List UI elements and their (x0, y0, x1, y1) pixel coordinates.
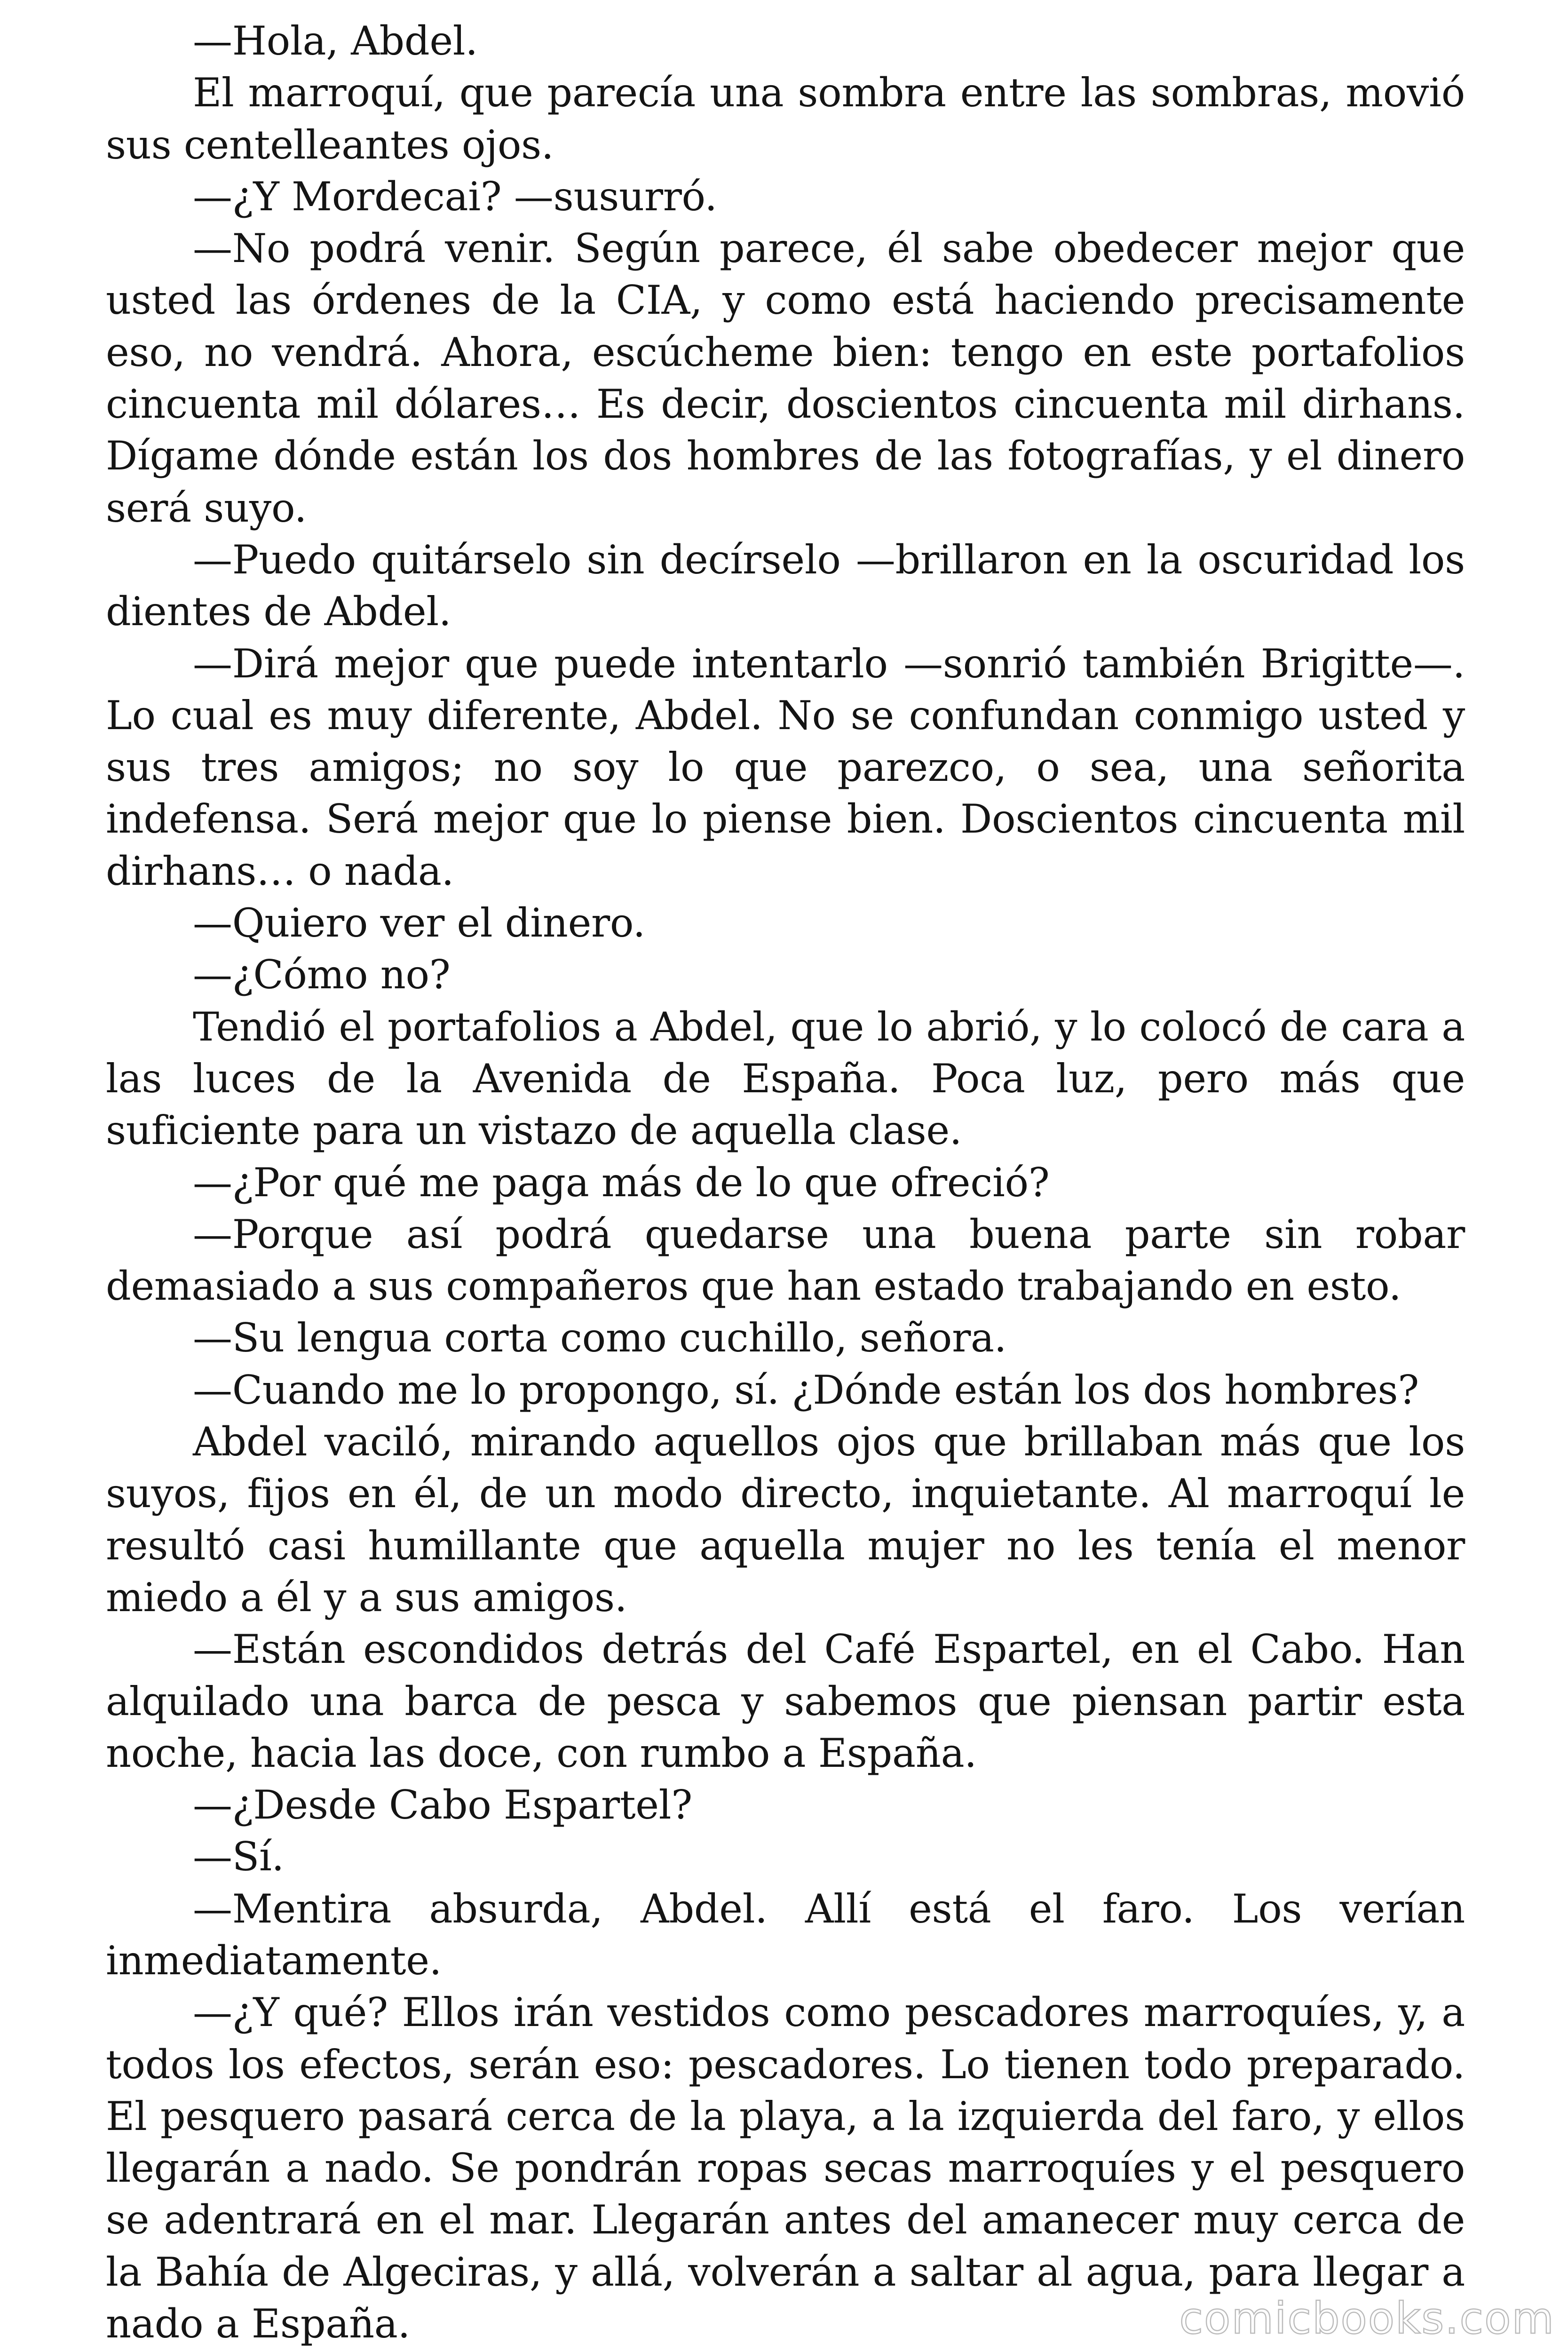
paragraph: —Mentira absurda, Abdel. Allí está el faro. Los verían inmediatamente. (106, 1885, 1465, 1984)
paragraph: —Dirá mejor que puede intentarlo —sonrió también Brigitte—. Lo cual es muy diferente, Abdel. No se confundan conmigo usted y sus tres amigos; no soy lo que parezco, o sea, una señorita indefensa. Será mejor que lo piense bien. Doscientos cincuenta mil dirhans… o nada. (106, 640, 1465, 894)
paragraph: El marroquí, que parecía una sombra entre las sombras, movió sus centelleantes ojos. (106, 70, 1465, 168)
paragraph: —¿Por qué me paga más de lo que ofreció? (193, 1159, 1050, 1206)
paragraph: —¿Y qué? Ellos irán vestidos como pescadores marroquíes, y, a todos los efectos, serán eso: pescadores. Lo tienen todo preparado. El pesquero pasará cerca de la playa, a la izquierda del faro, y ellos llegarán a nado. Se pondrán ropas secas marroquíes y el pesquero se adentrará en el mar. Llegarán antes del amanecer muy cerca de la Bahía de Algeciras, y allá, volverán a saltar al agua, para llegar a nado a España. (106, 1989, 1465, 2347)
watermark: comicbooks.com (1179, 2293, 1555, 2344)
paragraph: —Porque así podrá quedarse una buena parte sin robar demasiado a sus compañeros que han estado trabajando en esto. (106, 1211, 1465, 1310)
paragraph: —Quiero ver el dinero. (193, 900, 646, 946)
paragraph (106, 2350, 1465, 2352)
paragraph: —¿Y Mordecai? —susurró. (193, 173, 717, 220)
paragraph: —Su lengua corta como cuchillo, señora. (193, 1315, 1007, 1361)
paragraph: —Están escondidos detrás del Café Espartel, en el Cabo. Han alquilado una barca de pesca y sabemos que piensan partir esta noche, hacia las doce, con rumbo a España. (106, 1626, 1465, 1776)
paragraph: —Puedo quitárselo sin decírselo —brillaron en la oscuridad los dientes de Abdel. (106, 536, 1465, 635)
paragraph: —No podrá venir. Según parece, él sabe obedecer mejor que usted las órdenes de la CIA, y como está haciendo precisamente eso, no vendrá. Ahora, escúcheme bien: tengo en este portafolios cincuenta mil dólares… Es decir, doscientos cincuenta mil dirhans. Dígame dónde están los dos hombres de las fotografías, y el dinero será suyo. (106, 225, 1465, 531)
page-body-text (106, 15, 1465, 2352)
paragraph: Abdel vaciló, mirando aquellos ojos que brillaban más que los suyos, fijos en él, de un modo directo, inquietante. Al marroquí le resultó casi humillante que aquella mujer no les tenía el menor miedo a él y a sus amigos. (106, 1419, 1465, 1621)
paragraph: Tendió el portafolios a Abdel, que lo abrió, y lo colocó de cara a las luces de la Avenida de España. Poca luz, pero más que suficiente para un vistazo de aquella clase. (106, 1003, 1465, 1154)
paragraph: —¿Desde Cabo Espartel? (193, 1782, 692, 1828)
paragraph: —Sí. (193, 1834, 284, 1880)
paragraph: —Hola, Abdel. (193, 18, 478, 64)
paragraph: —Cuando me lo propongo, sí. ¿Dónde están los dos hombres? (193, 1367, 1419, 1413)
paragraph: —¿Cómo no? (193, 952, 451, 998)
